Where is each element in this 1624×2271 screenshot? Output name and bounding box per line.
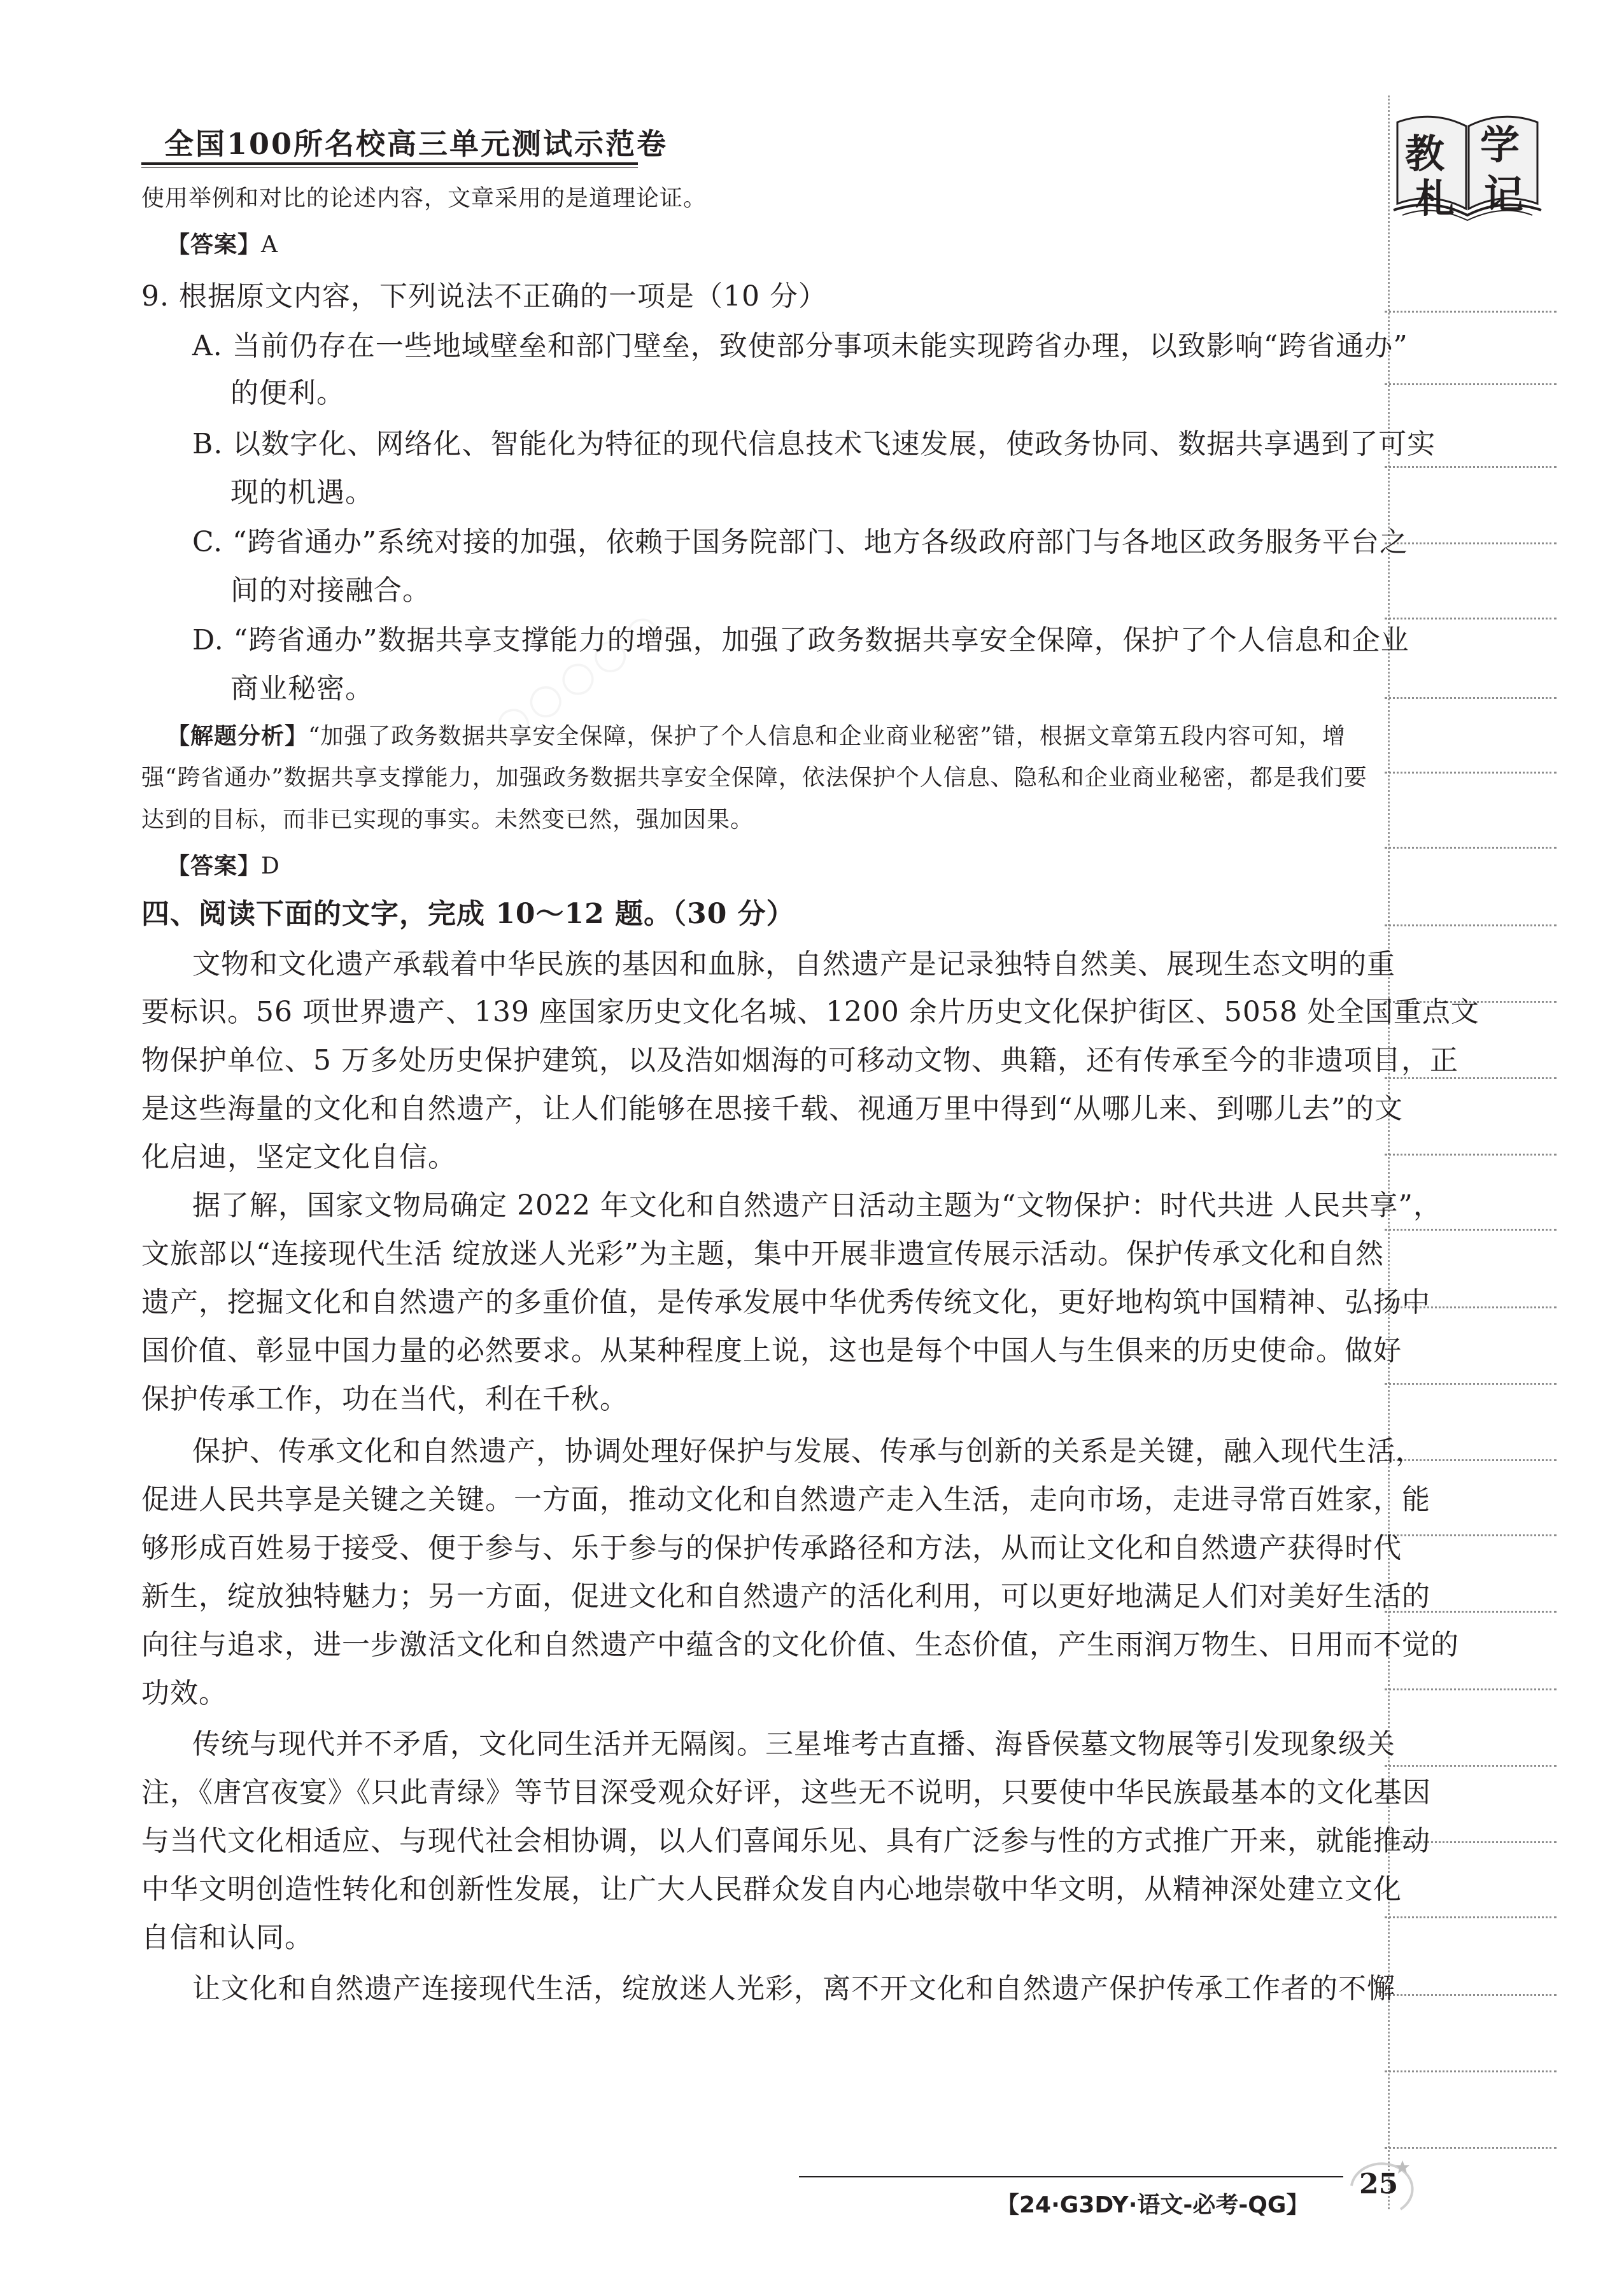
book-series-title: 全国100所名校高三单元测试示范卷 — [164, 127, 668, 161]
option-c-line-1: C. “跨省通办”系统对接的加强，依赖于国务院部门、地方各级政府部门与各地区政务服务平台之 — [192, 526, 1409, 558]
paragraph-1-line-5: 化启迪，坚定文化自信。 — [141, 1141, 456, 1173]
page-number: 25 — [1359, 2168, 1399, 2200]
header-rule-thick — [141, 162, 638, 165]
note-line — [1385, 1383, 1557, 1385]
note-line — [1385, 847, 1557, 849]
paragraph-3-line-4: 新生，绽放独特魅力；另一方面，促进文化和自然遗产的活化利用，可以更好地满足人们对美好生活的 — [141, 1580, 1430, 1613]
note-line — [1385, 1765, 1557, 1767]
note-line — [1385, 1534, 1557, 1536]
option-a-line-1: A. 当前仍存在一些地域壁垒和部门壁垒，致使部分事项未能实现跨省办理，以致影响“跨省通办” — [192, 330, 1408, 362]
paragraph-2-line-1: 据了解，国家文物局确定 2022 年文化和自然遗产日活动主题为“文物保护：时代共进 人民共享”， — [192, 1189, 1442, 1222]
analysis-line-3: 达到的目标，而非已实现的事实。未然变已然，强加因果。 — [141, 807, 754, 833]
paragraph-5-line-1: 让文化和自然遗产连接现代生活，绽放迷人光彩，离不开文化和自然遗产保护传承工作者的不懈 — [192, 1972, 1395, 2005]
logo-char-ji: 记 — [1484, 171, 1524, 218]
answer-value: D — [261, 853, 280, 879]
analysis-line-2: 强“跨省通办”数据共享支撑能力，加强政务数据共享安全保障，依法保护个人信息、隐私和企业商业秘密，都是我们要 — [141, 765, 1367, 791]
analysis-text: “加强了政务数据共享安全保障，保护了个人信息和企业商业秘密”错，根据文章第五段内容可知，增 — [308, 723, 1346, 749]
analysis-label: 【解题分析】 — [167, 723, 309, 749]
paragraph-2-line-5: 保护传承工作，功在当代，利在千秋。 — [141, 1383, 628, 1415]
logo-char-xue: 学 — [1480, 122, 1520, 168]
footer-rule — [799, 2176, 1343, 2177]
paragraph-3-line-2: 促进人民共享是关键之关键。一方面，推动文化和自然遗产走入生活，走向市场，走进寻常百姓家，能 — [141, 1483, 1430, 1516]
note-line — [1385, 466, 1557, 468]
answer-label: 【答案】 — [167, 853, 262, 879]
paragraph-4-line-3: 与当代文化相适应、与现代社会相协调，以人们喜闻乐见、具有广泛参与性的方式推广开来，就能推动 — [141, 1825, 1430, 1857]
answer-label: 【答案】 — [167, 231, 262, 258]
paragraph-4-line-1: 传统与现代并不矛盾，文化同生活并无隔阂。三星堆考古直播、海昏侯墓文物展等引发现象级关 — [192, 1728, 1395, 1760]
note-line — [1385, 1229, 1557, 1231]
paragraph-2-line-3: 遗产，挖掘文化和自然遗产的多重价值，是传承发展中华优秀传统文化，更好地构筑中国精神、弘扬中 — [141, 1286, 1430, 1319]
note-line — [1385, 542, 1557, 544]
note-line — [1385, 772, 1557, 774]
paragraph-2-line-4: 国价值、彰显中国力量的必然要求。从某种程度上说，这也是每个中国人与生俱来的历史使命。做好 — [141, 1334, 1402, 1367]
logo-char-zha: 札 — [1415, 175, 1455, 222]
note-line — [1385, 618, 1557, 619]
paragraph-1-line-4: 是这些海量的文化和自然遗产，让人们能够在思接千载、视通万里中得到“从哪儿来、到哪儿去”的文 — [141, 1093, 1403, 1125]
answer-line-1 — [167, 229, 1376, 260]
paragraph-4-line-4: 中华文明创造性转化和创新性发展，让广大人民群众发自内心地崇敬中华文明，从精神深处建立文化 — [141, 1873, 1402, 1906]
paragraph-4-line-2: 注，《唐宫夜宴》《只此青绿》等节目深受观众好评，这些无不说明，只要使中华民族最基本的文化基因 — [141, 1776, 1431, 1809]
paragraph-3-line-5: 向往与追求，进一步激活文化和自然遗产中蕴含的文化价值、生态价值，产生雨润万物生、日用而不觉的 — [141, 1629, 1459, 1661]
paragraph-3-line-1: 保护、传承文化和自然遗产，协调处理好保护与发展、传承与创新的关系是关键，融入现代生活， — [192, 1435, 1424, 1468]
paragraph-2-line-2: 文旅部以“连接现代生活 绽放迷人光彩”为主题，集中开展非遗宣传展示活动。保护传承文化和自然 — [141, 1238, 1384, 1270]
option-b-line-2: 现的机遇。 — [230, 476, 374, 509]
option-b-line-1: B. 以数字化、网络化、智能化为特征的现代信息技术飞速发展，使政务协同、数据共享遇到了可实 — [192, 428, 1436, 460]
section-4-heading: 四、阅读下面的文字，完成 10～12 题。（30 分） — [141, 898, 795, 930]
paragraph-3-line-6: 功效。 — [141, 1677, 227, 1709]
note-line — [1385, 1077, 1557, 1079]
note-line — [1385, 1916, 1557, 1918]
answer-value: A — [261, 232, 279, 258]
note-line — [1385, 2070, 1557, 2072]
note-line — [1385, 1688, 1557, 1690]
volume-code: 【24·G3DY·语文-必考-QG】 — [996, 2192, 1310, 2218]
option-c-line-2: 间的对接融合。 — [230, 574, 431, 607]
note-line — [1385, 1154, 1557, 1156]
analysis-line-1 — [167, 721, 1376, 752]
logo-char-jiao: 教 — [1405, 131, 1445, 177]
option-a-line-2: 的便利。 — [230, 377, 345, 409]
teaching-notes-logo — [1391, 108, 1544, 229]
previous-analysis-tail: 使用举例和对比的论述内容，文章采用的是道理论证。 — [141, 185, 707, 211]
note-line — [1385, 924, 1557, 926]
note-line — [1385, 311, 1557, 313]
option-d-line-1: D. “跨省通办”数据共享支撑能力的增强，加强了政务数据共享安全保障，保护了个人信息和企业 — [192, 624, 1409, 656]
paragraph-1-line-1: 文物和文化遗产承载着中华民族的基因和血脉，自然遗产是记录独特自然美、展现生态文明的重 — [192, 948, 1395, 980]
note-line — [1385, 1994, 1557, 1996]
paragraph-1-line-2: 要标识。56 项世界遗产、139 座国家历史文化名城、1200 余片历史文化保护街区、5058 处全国重点文 — [141, 996, 1479, 1028]
question-9-stem: 9. 根据原文内容，下列说法不正确的一项是（10 分） — [141, 280, 827, 313]
option-d-line-2: 商业秘密。 — [230, 672, 374, 705]
paragraph-1-line-3: 物保护单位、5 万多处历史保护建筑，以及浩如烟海的可移动文物、典籍，还有传承至今的非遗项目，正 — [141, 1044, 1458, 1077]
paragraph-4-line-5: 自信和认同。 — [141, 1921, 313, 1954]
paragraph-3-line-3: 够形成百姓易于接受、便于参与、乐于参与的保护传承路径和方法，从而让文化和自然遗产获得时代 — [141, 1532, 1402, 1564]
answer-line-2 — [167, 851, 1376, 882]
header-rule-thin — [141, 167, 638, 168]
